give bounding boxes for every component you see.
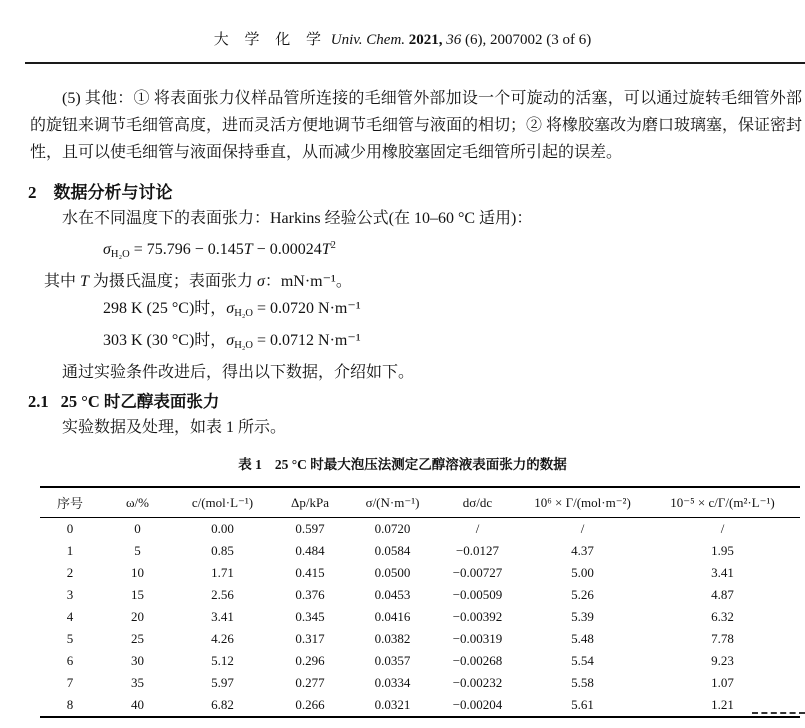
table-cell: 10	[131, 565, 144, 580]
table-cell: 2	[66, 565, 74, 580]
table-cell: 2.56	[211, 587, 234, 602]
squared-superscript: 2	[330, 240, 336, 251]
table-cell: 5.54	[571, 653, 594, 668]
table-cell: 0.0321	[374, 697, 411, 712]
col-header-index: 序号	[56, 496, 83, 511]
table-cell: 5.00	[571, 565, 594, 580]
table-cell: 4.26	[211, 631, 234, 646]
col-header-delta-p: Δp/kPa	[291, 494, 329, 510]
table-cell: 1.95	[711, 543, 734, 558]
journal-issue-info: (6), 2007002 (3 of 6)	[465, 32, 592, 48]
table-cell: 0.0382	[374, 631, 411, 646]
table-cell: 5.39	[571, 609, 594, 624]
table-cell: 7.78	[711, 631, 734, 646]
col-header-dsigma-dc: dσ/dc	[462, 494, 493, 510]
table-cell: 1.07	[711, 675, 734, 690]
table-cell: 6.32	[711, 609, 734, 624]
table-cell: 6.82	[211, 697, 234, 712]
table-cell: 40	[131, 697, 144, 712]
table-cell: /	[720, 521, 725, 536]
table-cell: 0.0584	[374, 543, 411, 558]
sigma-303k-line: 303 K (30 °C)时，σH₂O = 0.0712 N·m⁻¹	[103, 332, 361, 351]
table-cell: 20	[131, 609, 144, 624]
journal-year: 2021,	[408, 32, 443, 48]
sigma-symbol: σ	[256, 273, 265, 290]
table-cell: 0.0720	[374, 521, 411, 536]
table-cell: 5.61	[571, 697, 594, 712]
table-cell: 15	[131, 587, 144, 602]
table-cell: 0.85	[211, 543, 234, 558]
table-cell: 0.376	[295, 587, 325, 602]
table-cell: −0.00727	[452, 565, 503, 580]
sigma-symbol: σ	[103, 241, 111, 258]
table-cell: 6	[66, 653, 74, 668]
table-cell: /	[475, 521, 480, 536]
h2o-subscript: H₂O	[110, 249, 130, 260]
table-cell: 30	[131, 653, 144, 668]
table-cell: 35	[131, 675, 144, 690]
table-1-caption	[0, 455, 805, 475]
table-cell: −0.00392	[452, 609, 503, 624]
table-cell: 0.0453	[374, 587, 411, 602]
table-cell: 0.296	[295, 653, 325, 668]
table-cell: 5.97	[211, 675, 234, 690]
table-cell: 3.41	[711, 565, 734, 580]
table-cell: 1.21	[711, 697, 734, 712]
table-cell: 4.37	[571, 543, 594, 558]
table-cell: 5.48	[571, 631, 594, 646]
table-row	[40, 540, 800, 562]
table-header-row	[40, 487, 800, 518]
journal-header	[0, 0, 805, 49]
journal-volume: 36	[446, 32, 462, 48]
table-cell: 0.00	[211, 521, 234, 536]
table-cell: 5.58	[571, 675, 594, 690]
col-header-omega: ω/%	[126, 494, 149, 510]
table-cell: 0.0334	[374, 675, 411, 690]
section-2-1-heading	[28, 390, 805, 414]
section-2-1-number: 2.1	[28, 392, 49, 411]
table-cell: 0.345	[295, 609, 325, 624]
journal-title-en: Univ. Chem.	[330, 32, 406, 48]
temperature-symbol: T	[321, 241, 331, 258]
table-cell: 4.87	[711, 587, 734, 602]
table-cell: 5.26	[571, 587, 594, 602]
temperature-symbol: T	[243, 241, 253, 258]
sigma-symbol: σ	[226, 332, 235, 349]
table-cell: −0.00204	[452, 697, 503, 712]
h2o-subscript: H₂O	[234, 308, 254, 319]
table-cell: 0.0500	[374, 565, 411, 580]
paragraph-other-improvements: (5) 其他：① 将表面张力仪样品管所连接的毛细管外部加设一个可旋动的活塞，可以通过旋转毛细管外部的旋钮来调节毛细管高度，进而灵活方便地调节毛细管与液面的相切；② 将橡胶塞改为磨口玻璃塞，保证密封性，且可以使毛细管与液面保持垂直，从而减少用橡胶塞固定毛细管所引起的误差。	[30, 90, 803, 161]
table-cell: 0.0416	[374, 609, 411, 624]
table-cell: /	[580, 521, 585, 536]
table-row	[40, 694, 800, 717]
table-cell: −0.00509	[452, 587, 503, 602]
table-1-caption-label: 表 1	[238, 457, 262, 472]
table-cell: 3.41	[211, 609, 234, 624]
table-border-dashed-artifact	[752, 712, 805, 714]
table-row	[40, 518, 800, 541]
harkins-formula: $\sigma H_2O = 75.796 - 0.145T - 0.00024T^2$	[103, 240, 336, 260]
section-2-number: 2	[28, 183, 37, 202]
col-header-gamma: 10⁶ × Γ/(mol·m⁻²)	[534, 494, 631, 510]
table-cell: 0.597	[295, 521, 325, 536]
col-header-concentration: c/(mol·L⁻¹)	[191, 494, 254, 510]
section-2-title: 数据分析与讨论	[53, 183, 173, 202]
table-row	[40, 650, 800, 672]
table-cell: 0.415	[295, 565, 325, 580]
table-cell: 8	[66, 697, 74, 712]
table-cell: 0.484	[295, 543, 325, 558]
temperature-note-line: 其中 T 为摄氏温度；表面张力 σ：mN·m⁻¹。	[44, 273, 352, 290]
table-cell: 0	[134, 521, 141, 536]
table-cell: 9.23	[711, 653, 734, 668]
table-cell: 4	[66, 609, 74, 624]
table-cell: 0.277	[295, 675, 325, 690]
table-cell: −0.00319	[452, 631, 503, 646]
table-cell: 0.317	[295, 631, 325, 646]
table-row	[40, 672, 800, 694]
table-row	[40, 584, 800, 606]
harkins-intro-line: 水在不同温度下的表面张力：Harkins 经验公式(在 10–60 °C 适用)：	[62, 210, 533, 227]
header-rule	[25, 62, 805, 64]
table-cell: 1.71	[211, 565, 234, 580]
table-cell: −0.00268	[452, 653, 503, 668]
table-cell: 3	[66, 587, 74, 602]
table-cell: 25	[131, 631, 144, 646]
table-cell: 5.12	[211, 653, 234, 668]
sigma-symbol: σ	[226, 300, 235, 317]
sigma-298k-line: 298 K (25 °C)时，σH₂O = 0.0720 N·m⁻¹	[103, 300, 361, 319]
table-row	[40, 606, 800, 628]
table-cell: −0.0127	[455, 543, 500, 558]
table-cell: 0.0357	[374, 653, 411, 668]
journal-title-cjk: 大 学 化 学	[213, 32, 327, 48]
experiment-data-line: 实验数据及处理，如表 1 所示。	[62, 419, 287, 436]
conclusion-line: 通过实验条件改进后，得出以下数据，介绍如下。	[62, 364, 415, 381]
table-1	[40, 486, 800, 718]
table-cell: 5	[66, 631, 74, 646]
h2o-subscript: H₂O	[234, 340, 254, 351]
section-2-heading	[28, 181, 805, 205]
table-1-caption-text: 25 °C 时最大泡压法测定乙醇溶液表面张力的数据	[274, 457, 567, 472]
table-1-body	[40, 518, 800, 718]
table-row	[40, 628, 800, 650]
section-2-1-title: 25 °C 时乙醇表面张力	[60, 392, 220, 411]
table-cell: −0.00232	[452, 675, 503, 690]
table-cell: 0	[66, 521, 74, 536]
table-cell: 5	[134, 543, 141, 558]
temperature-symbol: T	[80, 273, 89, 290]
table-cell: 1	[66, 543, 74, 558]
col-header-c-over-gamma: 10⁻⁵ × c/Γ/(m²·L⁻¹)	[670, 494, 775, 510]
table-cell: 7	[66, 675, 74, 690]
table-cell: 0.266	[295, 697, 325, 712]
table-row	[40, 562, 800, 584]
table-1-header	[40, 487, 800, 518]
col-header-sigma: σ/(N·m⁻¹)	[365, 494, 420, 510]
